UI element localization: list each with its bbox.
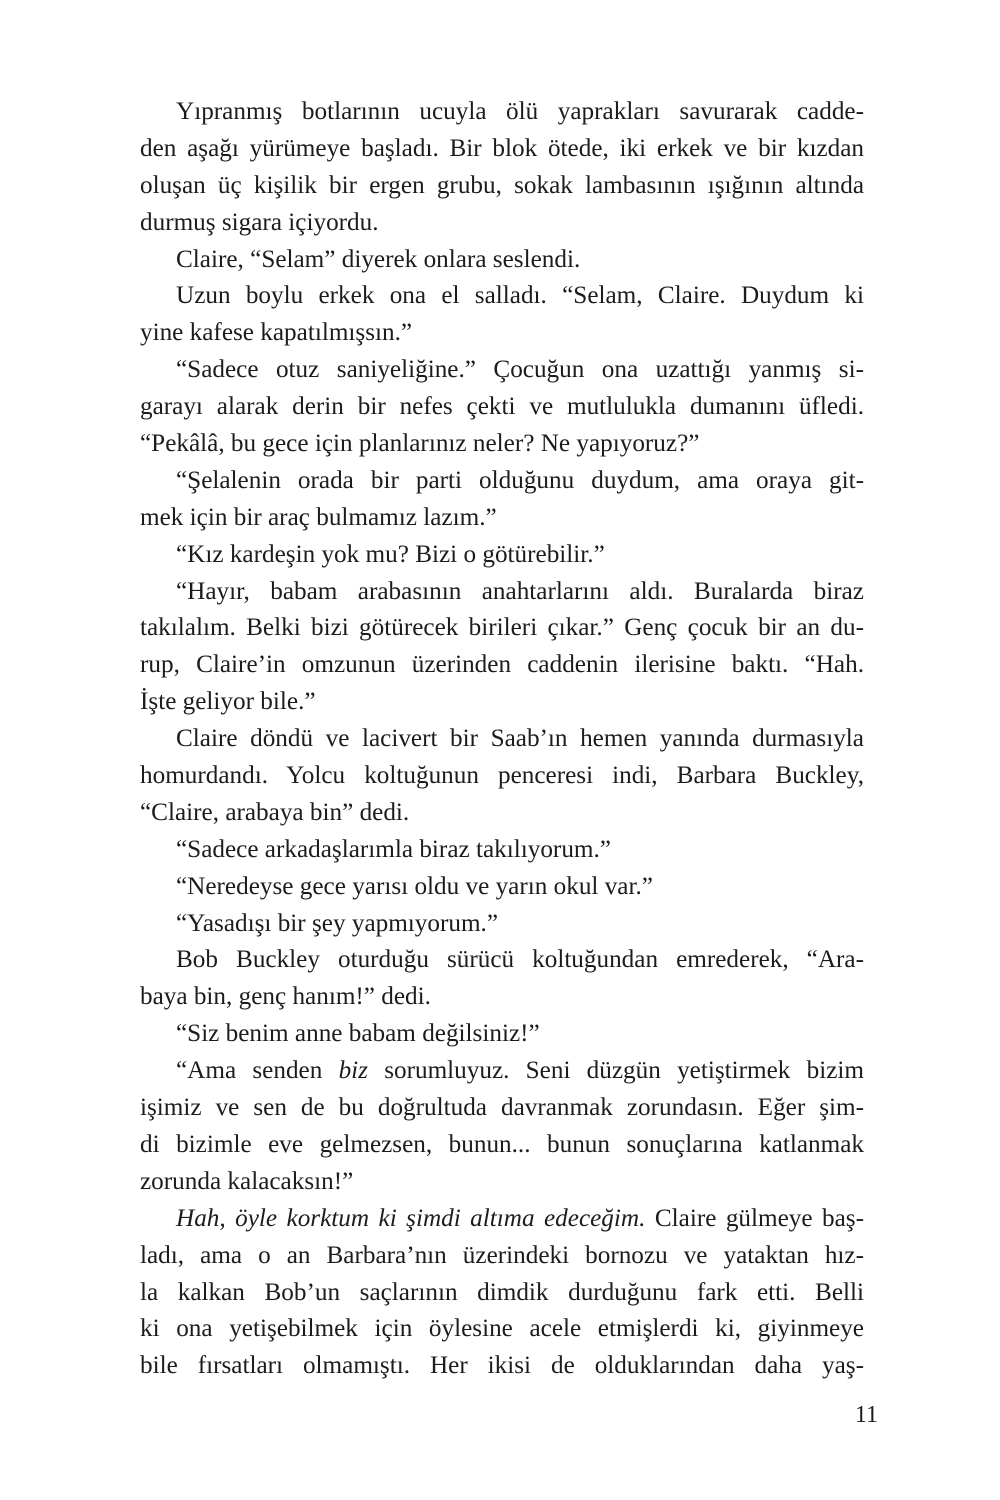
text-line: ki ona yetişebilmek için öylesine acele etmişlerdi ki, giyinmeye [140,1315,864,1343]
text-line: “Yasadışı bir şey yapmıyorum.” [176,909,499,937]
text-line: Claire, “Selam” diyerek onlara seslendi. [176,245,581,273]
text-line: Bob Buckley oturduğu sürücü koltuğundan emrederek, “Ara- [176,946,864,974]
text-line: baya bin, genç hanım!” dedi. [140,983,431,1011]
text-line: garayı alarak derin bir nefes çekti ve mutlulukla dumanını üfledi. [140,393,864,421]
text-line: den aşağı yürümeye başladı. Bir blok ötede, iki erkek ve bir kızdan [140,134,864,162]
text-line: di bizimle eve gelmezsen, bunun... bunun sonuçlarına katlanmak [140,1130,864,1158]
text-line: mek için bir araç bulmamız lazım.” [140,503,497,531]
text-line: İşte geliyor bile.” [140,688,316,716]
text-line: “Siz benim anne babam değilsiniz!” [176,1020,540,1048]
text-line [140,1201,864,1238]
text-line: durmuş sigara içiyordu. [140,208,379,236]
text-run: “Ama senden [176,1057,339,1085]
text-line: bile fırsatları olmamıştı. Her ikisi de olduklarından daha yaş- [140,1352,864,1380]
text-line: “Hayır, babam arabasının anahtarlarını aldı. Buralarda biraz [176,577,864,605]
text-line: yine kafese kapatılmışsın.” [140,319,413,347]
text-line: la kalkan Bob’un saçlarının dimdik durduğunu fark etti. Belli [140,1278,864,1306]
page-number: 11 [854,1402,878,1428]
text-line: zorunda kalacaksın!” [140,1167,354,1195]
text-line: Uzun boylu erkek ona el salladı. “Selam, Claire. Duydum ki [176,282,864,310]
text-run: Claire gülmeye baş- [645,1204,864,1232]
text-line: takılalım. Belki bizi götürecek birileri çıkar.” Genç çocuk bir an du- [140,614,864,642]
italic-emphasis: Hah, öyle korktum ki şimdi altıma edeceğim. [176,1204,646,1232]
page-body [140,94,864,1385]
text-line: Claire döndü ve lacivert bir Saab’ın hemen yanında durmasıyla [176,725,864,753]
text-line: “Sadece arkadaşlarımla biraz takılıyorum.” [176,835,611,863]
text-line [140,1053,864,1090]
text-line: “Pekâlâ, bu gece için planlarınız neler? Ne yapıyoruz?” [140,430,700,458]
text-line: rup, Claire’in omzunun üzerinden caddenin ilerisine baktı. “Hah. [140,651,864,679]
text-line: Yıpranmış botlarının ucuyla ölü yaprakları savurarak cadde- [176,98,864,125]
text-line: “Neredeyse gece yarısı oldu ve yarın okul var.” [176,872,653,900]
text-run: sorumluyuz. Seni düzgün yetiştirmek bizim [367,1057,864,1085]
text-line: oluşan üç kişilik bir ergen grubu, sokak lambasının ışığının altında [140,171,864,199]
text-line: “Kız kardeşin yok mu? Bizi o götürebilir.” [176,540,605,568]
text-line: homurdandı. Yolcu koltuğunun penceresi indi, Barbara Buckley, [140,762,864,790]
text-line: işimiz ve sen de bu doğrultuda davranmak zorundasın. Eğer şim- [140,1094,864,1122]
text-line: “Sadece otuz saniyeliğine.” Çocuğun ona uzattığı yanmış si- [176,356,864,384]
text-line: ladı, ama o an Barbara’nın üzerindeki bornozu ve yataktan hız- [140,1241,864,1269]
italic-emphasis: biz [338,1057,368,1085]
text-line: “Şelalenin orada bir parti olduğunu duydum, ama oraya git- [176,466,864,494]
text-line: “Claire, arabaya bin” dedi. [140,798,410,826]
